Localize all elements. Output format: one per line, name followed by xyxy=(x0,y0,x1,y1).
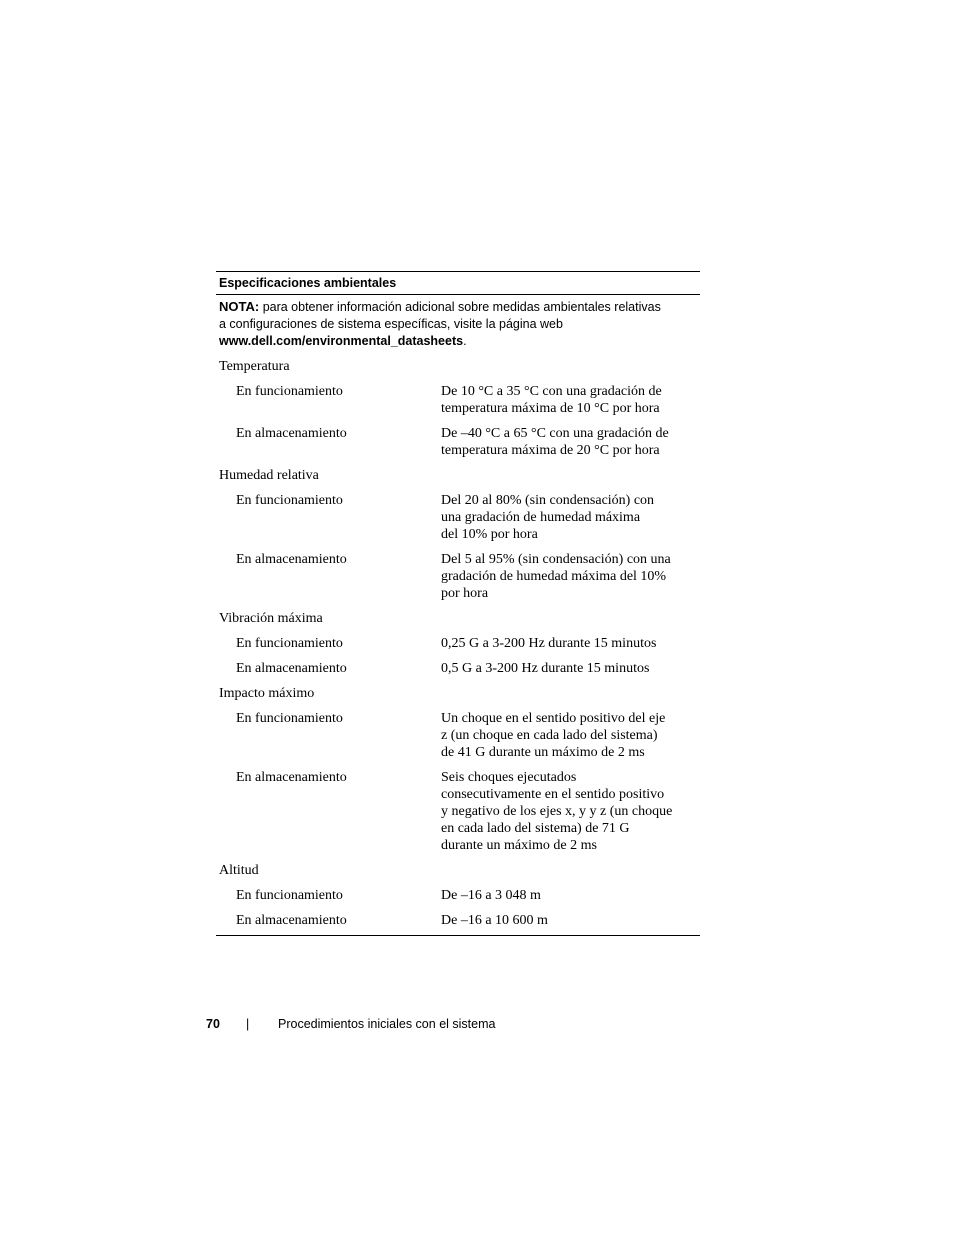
spec-value-line: Del 20 al 80% (sin condensación) con xyxy=(441,493,655,508)
spec-label: En funcionamiento xyxy=(236,888,343,903)
spec-label: En almacenamiento xyxy=(236,913,347,928)
spec-row xyxy=(216,425,700,459)
spec-value xyxy=(441,635,681,652)
table-title: Especificaciones ambientales xyxy=(216,272,700,295)
spec-value-line: de 41 G durante un máximo de 2 ms xyxy=(441,745,645,760)
spec-label: En almacenamiento xyxy=(236,661,347,676)
spec-value-line: Del 5 al 95% (sin condensación) con una xyxy=(441,552,671,567)
spec-label: En funcionamiento xyxy=(236,711,343,726)
spec-value-line: durante un máximo de 2 ms xyxy=(441,838,597,853)
spec-value-line: gradación de humedad máxima del 10% xyxy=(441,569,667,584)
spec-value-line: De 10 °C a 35 °C con una gradación de xyxy=(441,384,662,399)
spec-row xyxy=(216,492,700,543)
spec-label: En almacenamiento xyxy=(236,426,347,441)
spec-value xyxy=(441,383,681,417)
section-heading: Impacto máximo xyxy=(219,686,315,701)
page-footer xyxy=(206,1016,495,1033)
note-line-2: a configuraciones de sistema específicas, visite la página web xyxy=(219,317,563,331)
note-block xyxy=(216,295,700,350)
chapter-title: Procedimientos iniciales con el sistema xyxy=(278,1017,496,1031)
spec-value-line: 0,25 G a 3-200 Hz durante 15 minutos xyxy=(441,636,657,651)
spec-value-line: por hora xyxy=(441,586,489,601)
spec-value-line: temperatura máxima de 20 °C por hora xyxy=(441,443,660,458)
table-bottom-rule xyxy=(216,935,700,936)
spec-value-line: temperatura máxima de 10 °C por hora xyxy=(441,401,660,416)
spec-value-line: consecutivamente en el sentido positivo xyxy=(441,787,665,802)
spec-value xyxy=(441,551,681,602)
spec-value-line: en cada lado del sistema) de 71 G xyxy=(441,821,630,836)
spec-value xyxy=(441,660,681,677)
spec-value-line: De –16 a 10 600 m xyxy=(441,913,548,928)
spec-value xyxy=(441,912,681,929)
note-end: . xyxy=(463,334,467,348)
spec-label: En funcionamiento xyxy=(236,493,343,508)
note-label: NOTA: xyxy=(219,299,260,314)
spec-row xyxy=(216,710,700,761)
spec-value-line: De –40 °C a 65 °C con una gradación de xyxy=(441,426,669,441)
section-heading: Vibración máxima xyxy=(219,611,323,626)
spec-label: En funcionamiento xyxy=(236,384,343,399)
spec-row xyxy=(216,887,700,904)
spec-value xyxy=(441,710,681,761)
footer-separator: | xyxy=(246,1017,250,1031)
environmental-datasheets-link[interactable]: www.dell.com/environmental_datasheets xyxy=(219,334,464,348)
spec-value-line: 0,5 G a 3-200 Hz durante 15 minutos xyxy=(441,661,650,676)
spec-value-line: del 10% por hora xyxy=(441,527,538,542)
spec-row xyxy=(216,660,700,677)
section-heading: Altitud xyxy=(219,863,259,878)
spec-row xyxy=(216,551,700,602)
spec-value xyxy=(441,769,681,854)
spec-value xyxy=(441,425,681,459)
spec-value-line: Seis choques ejecutados xyxy=(441,770,577,785)
spec-label: En funcionamiento xyxy=(236,636,343,651)
spec-value xyxy=(441,887,681,904)
section-heading: Humedad relativa xyxy=(219,468,319,483)
spec-value-line: Un choque en el sentido positivo del eje xyxy=(441,711,666,726)
spec-value-line: y negativo de los ejes x, y y z (un choque xyxy=(441,804,673,819)
spec-value-line: una gradación de humedad máxima xyxy=(441,510,641,525)
page-number: 70 xyxy=(206,1017,220,1031)
spec-label: En almacenamiento xyxy=(236,770,347,785)
spec-label: En almacenamiento xyxy=(236,552,347,567)
spec-row xyxy=(216,769,700,854)
spec-value xyxy=(441,492,681,543)
spec-value-line: z (un choque en cada lado del sistema) xyxy=(441,728,658,743)
spec-value-line: De –16 a 3 048 m xyxy=(441,888,541,903)
section-heading: Temperatura xyxy=(219,359,290,374)
spec-sections xyxy=(216,358,700,929)
spec-row xyxy=(216,635,700,652)
note-line-1: para obtener información adicional sobre medidas ambientales relativas xyxy=(262,300,661,314)
spec-row xyxy=(216,383,700,417)
environmental-spec-table xyxy=(216,271,700,936)
spec-row xyxy=(216,912,700,929)
